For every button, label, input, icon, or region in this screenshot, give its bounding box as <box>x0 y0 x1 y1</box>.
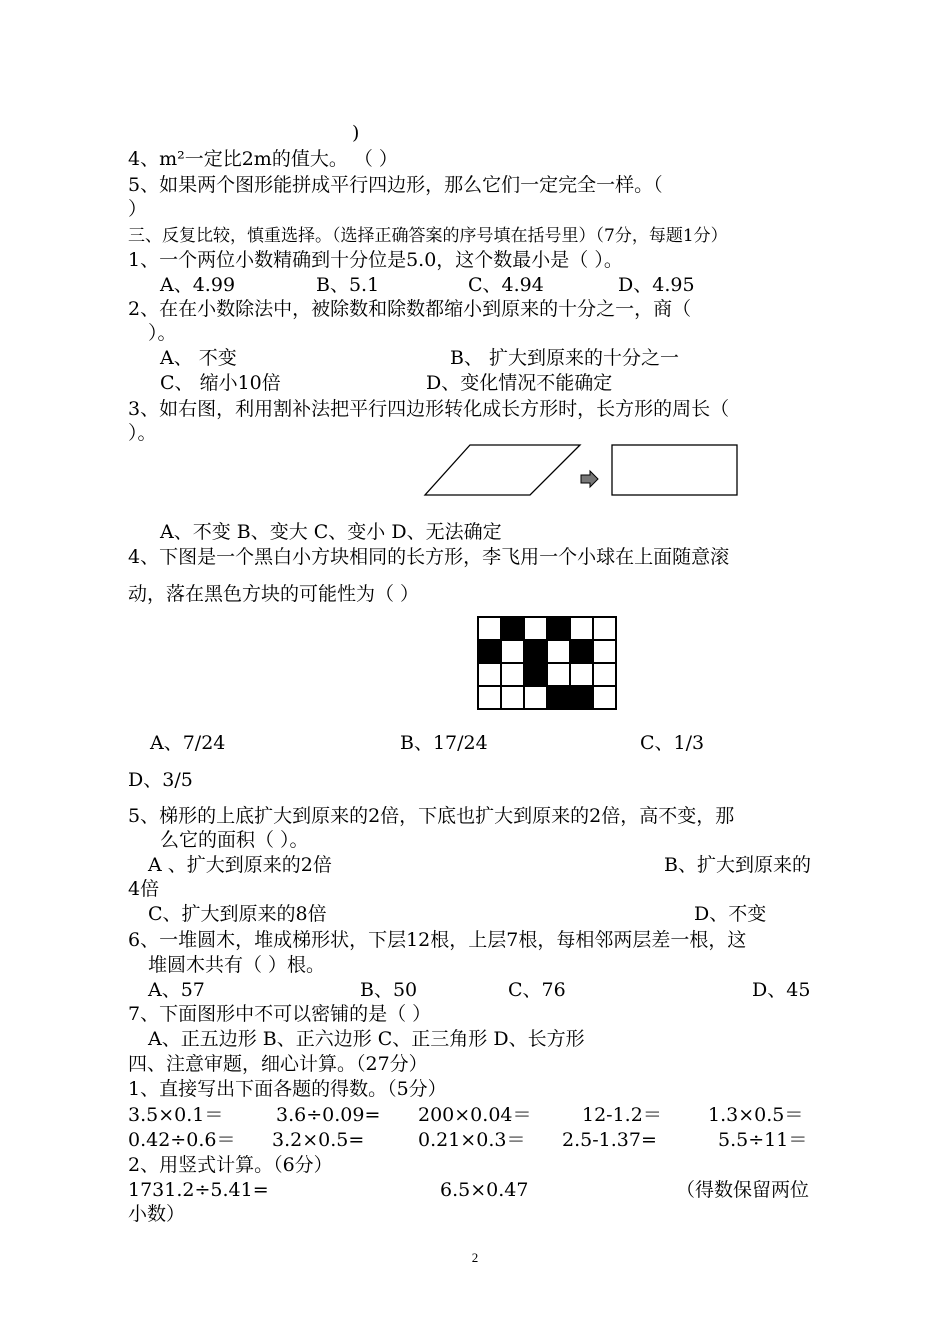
math-item: 12-1.2＝ <box>582 1104 662 1126</box>
section-heading: 三、反复比较，慎重选择。（选择正确答案的序号填在括号里）（7分，每题1分） <box>128 226 728 246</box>
option: C、扩大到原来的8倍 <box>148 903 327 925</box>
white-cell <box>501 663 524 686</box>
white-cell <box>547 640 570 663</box>
math-item: 1731.2÷5.41= <box>128 1179 269 1201</box>
black-cell <box>524 663 547 686</box>
text-line: ）。 <box>148 322 177 344</box>
arrow-icon <box>581 471 598 487</box>
option: C、4.94 <box>468 274 544 296</box>
option-line: A、正五边形 B、正六边形 C、正三角形 D、长方形 <box>148 1028 585 1050</box>
option: C、1/3 <box>640 732 705 754</box>
math-item: 3.6÷0.09= <box>276 1104 381 1126</box>
black-cell <box>570 640 593 663</box>
white-cell <box>593 686 616 709</box>
text-line: 堆圆木共有（ ）根。 <box>148 954 326 976</box>
question: 2、在在小数除法中，被除数和除数都缩小到原来的十分之一，商（ <box>128 298 692 320</box>
black-cell <box>547 617 570 640</box>
option: B、 扩大到原来的十分之一 <box>450 347 680 369</box>
white-cell <box>524 686 547 709</box>
black-cell <box>478 640 501 663</box>
white-cell <box>570 617 593 640</box>
option: B、50 <box>360 979 418 1001</box>
option: A、7/24 <box>150 732 226 754</box>
white-cell <box>478 617 501 640</box>
option: B、17/24 <box>400 732 488 754</box>
white-cell <box>524 617 547 640</box>
option: B、5.1 <box>316 274 380 296</box>
math-item: 0.21×0.3＝ <box>418 1129 526 1151</box>
math-item: 6.5×0.47 <box>440 1179 529 1201</box>
math-item: 200×0.04＝ <box>418 1104 532 1126</box>
math-item: 1.3×0.5＝ <box>708 1104 804 1126</box>
option: A、4.99 <box>160 274 236 296</box>
option: C、76 <box>508 979 566 1001</box>
text-line: 么它的面积（ ）。 <box>160 829 309 851</box>
option: D、不变 <box>694 903 767 925</box>
black-cell <box>547 686 570 709</box>
text-line: 4、m²一定比2m的值大。 （ ） <box>128 148 398 170</box>
text-line: 小数） <box>128 1203 186 1225</box>
question: 1、直接写出下面各题的得数。（5分） <box>128 1078 447 1100</box>
text-line: 动，落在黑色方块的可能性为（ ） <box>128 583 420 605</box>
math-item: 3.2×0.5= <box>272 1129 365 1151</box>
option: A、57 <box>148 979 205 1001</box>
white-cell <box>570 663 593 686</box>
checker-grid-figure <box>478 617 616 709</box>
white-cell <box>501 640 524 663</box>
white-cell <box>593 640 616 663</box>
black-cell <box>501 617 524 640</box>
parallelogram-figure <box>420 440 750 500</box>
option: C、 缩小10倍 <box>160 372 281 394</box>
black-cell <box>524 640 547 663</box>
white-cell <box>478 663 501 686</box>
option: D、4.95 <box>618 274 695 296</box>
option: D、45 <box>752 979 811 1001</box>
question: 5、梯形的上底扩大到原来的2倍，下底也扩大到原来的2倍，高不变，那 <box>128 805 735 827</box>
math-item: 5.5÷11＝ <box>718 1129 808 1151</box>
question: 3、如右图，利用割补法把平行四边形转化成长方形时，长方形的周长（ <box>128 398 730 420</box>
option: A 、扩大到原来的2倍 <box>148 854 332 876</box>
question: 2、用竖式计算。（6分） <box>128 1154 333 1176</box>
text-line: （得数保留两位 <box>676 1179 810 1201</box>
section-heading: 四、注意审题，细心计算。（27分） <box>128 1053 428 1075</box>
text-line: 4倍 <box>128 878 160 900</box>
question: 1、一个两位小数精确到十分位是5.0，这个数最小是（ ）。 <box>128 249 623 271</box>
white-cell <box>547 663 570 686</box>
black-cell <box>570 686 593 709</box>
text-line: ）。 <box>128 422 157 444</box>
text-line: 5、如果两个图形能拼成平行四边形，那么它们一定完全一样。（ <box>128 174 663 196</box>
question: 4、下图是一个黑白小方块相同的长方形，李飞用一个小球在上面随意滚 <box>128 546 730 568</box>
option: B、扩大到原来的 <box>664 854 811 876</box>
question: 6、一堆圆木，堆成梯形状，下层12根，上层7根，每相邻两层差一根，这 <box>128 929 747 951</box>
text-line: ） <box>128 198 148 220</box>
math-item: 2.5-1.37= <box>562 1129 657 1151</box>
text-line: ) <box>352 122 360 144</box>
math-item: 3.5×0.1＝ <box>128 1104 224 1126</box>
question: 7、下面图形中不可以密铺的是（ ） <box>128 1003 432 1025</box>
page-number: 2 <box>471 1250 479 1265</box>
white-cell <box>478 686 501 709</box>
white-cell <box>593 663 616 686</box>
white-cell <box>593 617 616 640</box>
option-line: A、不变 B、变大 C、变小 D、无法确定 <box>160 521 502 543</box>
option: A、 不变 <box>160 347 237 369</box>
math-item: 0.42÷0.6＝ <box>128 1129 236 1151</box>
white-cell <box>501 686 524 709</box>
option: D、变化情况不能确定 <box>426 372 613 394</box>
option: D、3/5 <box>128 769 193 791</box>
